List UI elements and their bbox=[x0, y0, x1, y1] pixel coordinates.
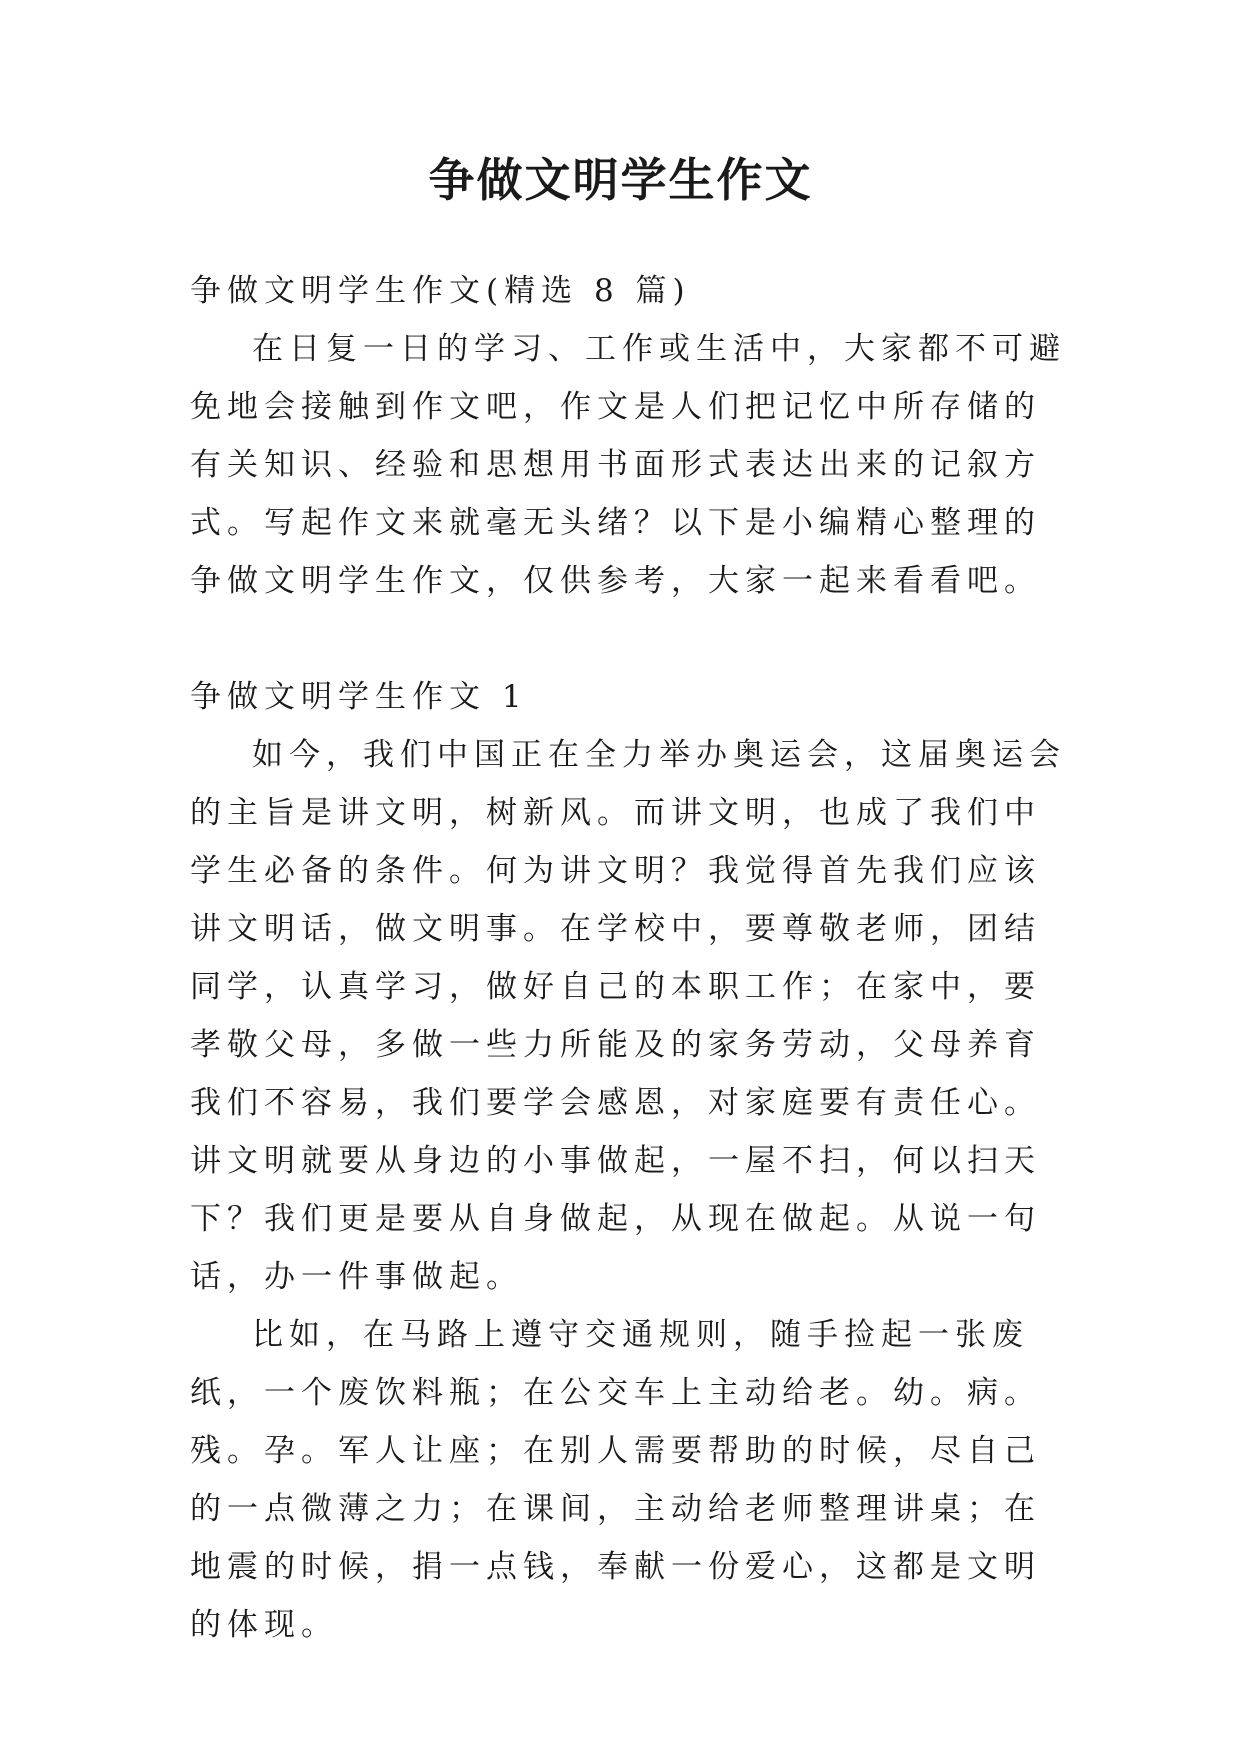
section-spacer bbox=[190, 610, 1070, 668]
intro-paragraph: 在日复一日的学习、工作或生活中，大家都不可避免地会接触到作文吧，作文是人们把记忆中所存储的有关知识、经验和思想用书面形式表达出来的记叙方式。写起作文来就毫无头绪？以下是小编精心整理的争做文明学生作文，仅供参考，大家一起来看看吧。 bbox=[190, 331, 1066, 599]
body-paragraph: 如今，我们中国正在全力举办奥运会，这届奥运会的主旨是讲文明，树新风。而讲文明，也成了我们中学生必备的条件。何为讲文明？我觉得首先我们应该讲文明话，做文明事。在学校中，要尊敬老师，团结同学，认真学习，做好自己的本职工作；在家中，要孝敬父母，多做一些力所能及的家务劳动，父母养育我们不容易，我们要学会感恩，对家庭要有责任心。讲文明就要从身边的小事做起，一屋不扫，何以扫天下？我们更是要从自身做起，从现在做起。从说一句话，办一件事做起。 bbox=[190, 737, 1066, 1295]
body-paragraph: 比如，在马路上遵守交通规则，随手捡起一张废纸，一个废饮料瓶；在公交车上主动给老。幼。病。残。孕。军人让座；在别人需要帮助的时候，尽自己的一点微薄之力；在课间，主动给老师整理讲桌；在地震的时候，捐一点钱，奉献一份爱心，这都是文明的体现。 bbox=[190, 1317, 1041, 1643]
document-title: 争做文明学生作文 bbox=[428, 153, 813, 207]
section-heading: 争做文明学生作文 1 bbox=[190, 679, 528, 715]
document-subtitle: 争做文明学生作文(精选 8 篇) bbox=[190, 273, 691, 309]
document-body bbox=[190, 262, 1070, 1654]
